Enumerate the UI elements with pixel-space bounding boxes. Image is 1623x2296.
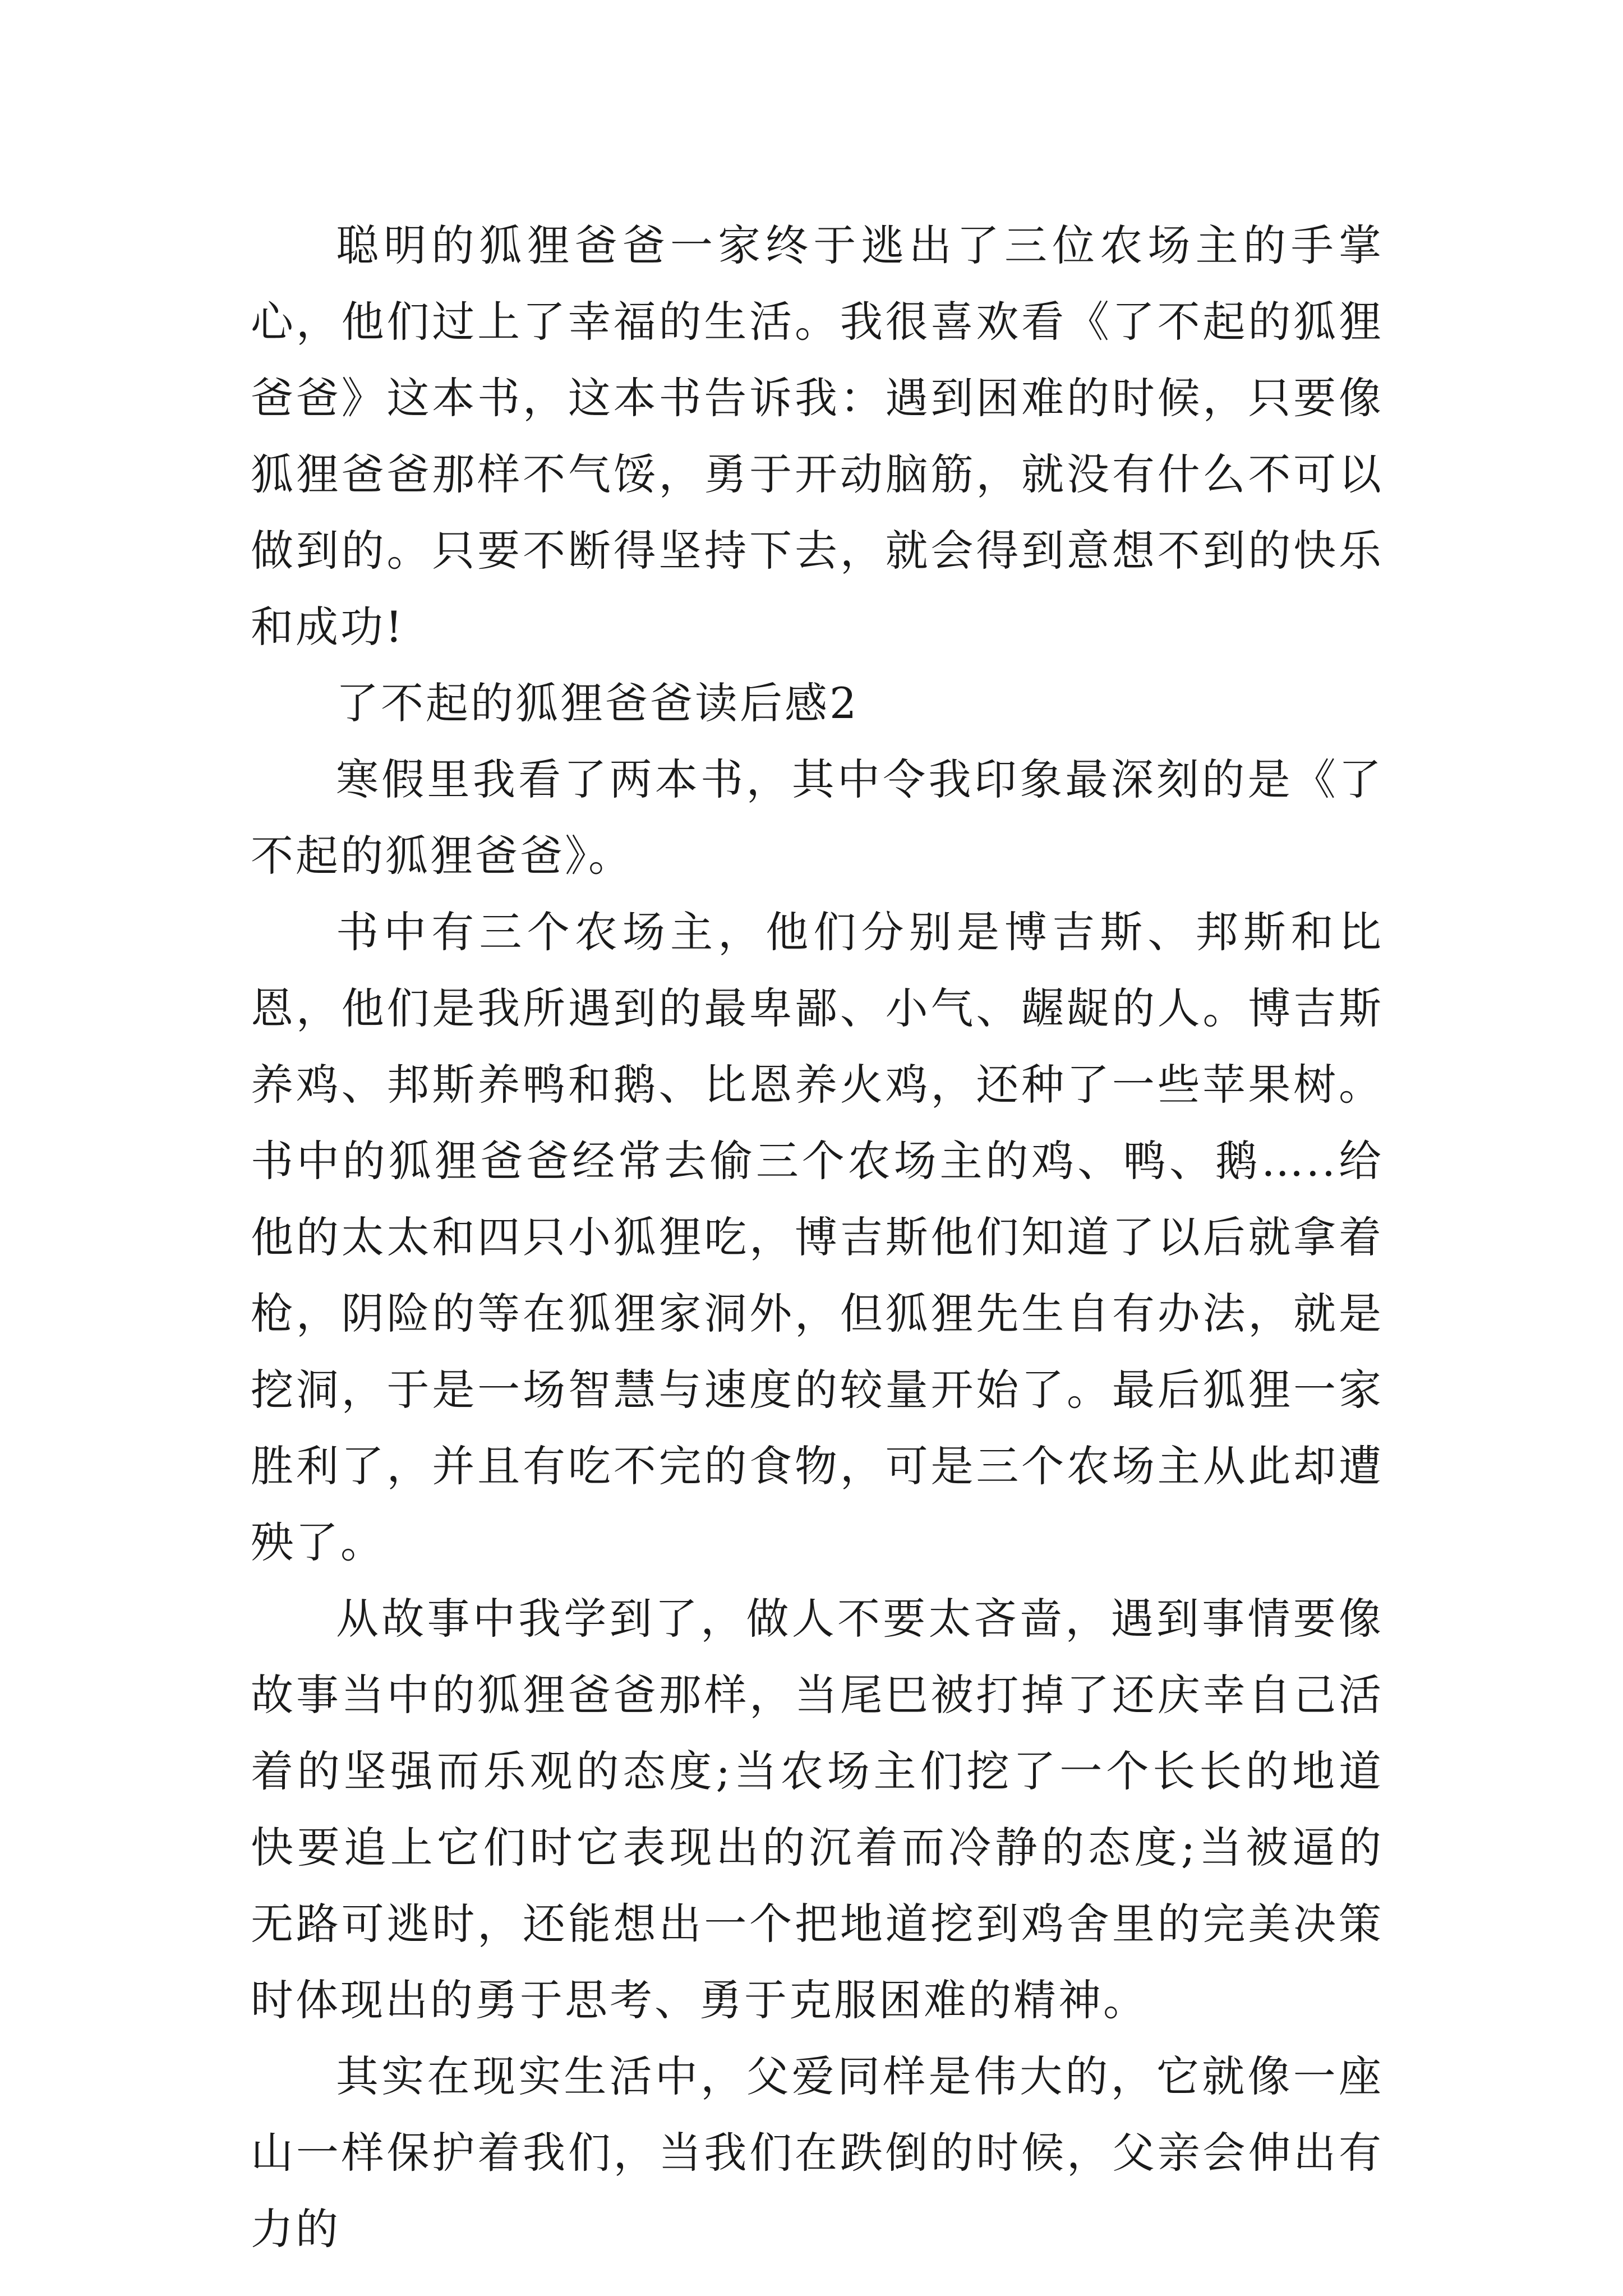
section-heading: 了不起的狐狸爸爸读后感2 [336,678,859,728]
paragraph-reflection: 其实在现实生活中，父爱同样是伟大的，它就像一座山一样保护着我们，当我们在跌倒的时候，父亲会伸出有力的 [251,2051,1384,2254]
document-body [251,208,1384,2267]
paragraph-summary: 聪明的狐狸爸爸一家终于逃出了三位农场主的手掌心，他们过上了幸福的生活。我很喜欢看《了不起的狐狸爸爸》这本书，这本书告诉我：遇到困难的时候，只要像狐狸爸爸那样不气馁，勇于开动脑筋，就没有什么不可以做到的。只要不断得坚持下去，就会得到意想不到的快乐和成功! [251,220,1384,652]
paragraph-story: 书中有三个农场主，他们分别是博吉斯、邦斯和比恩，他们是我所遇到的最卑鄙、小气、龌龊的人。博吉斯养鸡、邦斯养鸭和鹅、比恩养火鸡，还种了一些苹果树。书中的狐狸爸爸经常去偷三个农场主的鸡、鸭、鹅…..给他的太太和四只小狐狸吃，博吉斯他们知道了以后就拿着枪，阴险的等在狐狸家洞外，但狐狸先生自有办法，就是挖洞，于是一场智慧与速度的较量开始了。最后狐狸一家胜利了，并且有吃不完的食物，可是三个农场主从此却遭殃了。 [251,907,1384,1567]
paragraph-lesson: 从故事中我学到了，做人不要太吝啬，遇到事情要像故事当中的狐狸爸爸那样，当尾巴被打掉了还庆幸自己活着的坚强而乐观的态度;当农场主们挖了一个长长的地道快要追上它们时它表现出的沉着而冷静的态度;当被逼的无路可逃时，还能想出一个把地道挖到鸡舍里的完美决策时体现出的勇于思考、勇于克服困难的精神。 [251,1594,1384,2025]
paragraph-intro: 寒假里我看了两本书，其中令我印象最深刻的是《了不起的狐狸爸爸》。 [251,754,1384,881]
